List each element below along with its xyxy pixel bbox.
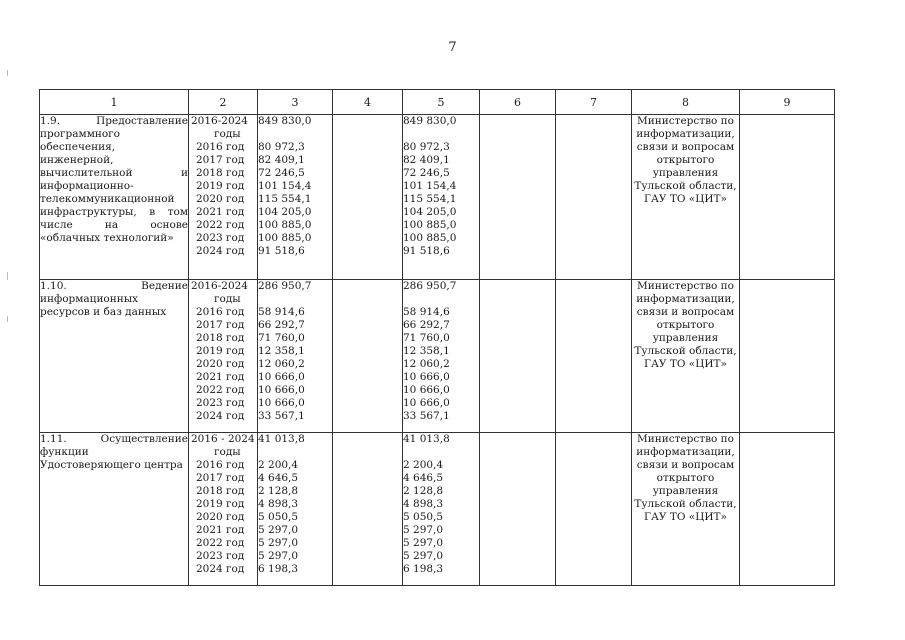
column-6-cell [480, 433, 556, 586]
column-5-total: 286 950,7 [403, 280, 457, 292]
total-amount: 41 013,8 [258, 433, 305, 445]
executor-line: связи и вопросам [636, 306, 735, 318]
measure-name-line: числе на основе [40, 219, 188, 231]
measure-name-cell [40, 115, 189, 280]
year-amount: 4 898,3 [258, 498, 299, 510]
year-label: 2023 год [196, 232, 245, 244]
measure-name-line: «облачных технологий» [40, 232, 174, 244]
executor-line: информатизации, [636, 128, 735, 140]
scan-gutter-mark [7, 272, 8, 280]
column-9-cell [740, 433, 835, 586]
column-5-year-amount: 100 885,0 [403, 219, 457, 231]
executor-line: открытого [656, 154, 715, 166]
period-cell [189, 280, 258, 433]
column-5-year-amount: 115 554,1 [403, 193, 457, 205]
spacer [258, 293, 332, 306]
column-5-year-amount: 6 198,3 [403, 563, 444, 575]
column-5-year-amount: 5 297,0 [403, 524, 444, 536]
spacer [258, 446, 332, 459]
year-amount: 33 567,1 [258, 410, 305, 422]
column-5-total: 849 830,0 [403, 115, 457, 127]
column-7-cell [556, 433, 632, 586]
table-body [40, 115, 835, 586]
year-amount: 12 358,1 [258, 345, 305, 357]
column-number: 3 [258, 90, 333, 115]
column-5-year-amount: 58 914,6 [403, 306, 450, 318]
total-funding-cell [258, 280, 333, 433]
year-label: 2023 год [196, 397, 245, 409]
year-amount: 80 972,3 [258, 141, 305, 153]
year-label: 2020 год [196, 511, 245, 523]
executor-line: Министерство по [637, 280, 734, 292]
column-5-year-amount: 10 666,0 [403, 371, 450, 383]
column-5-year-amount: 12 358,1 [403, 345, 450, 357]
executor-line: связи и вопросам [636, 141, 735, 153]
year-label: 2024 год [196, 410, 245, 422]
executor-line: Тульской области, [634, 498, 737, 510]
table-row [40, 280, 835, 433]
column-5-year-amount: 4 646,5 [403, 472, 444, 484]
column-5-year-amount: 10 666,0 [403, 384, 450, 396]
year-label: 2017 год [196, 154, 245, 166]
column-number: 4 [333, 90, 403, 115]
measure-name-cell [40, 433, 189, 586]
period-range: 2016 - 2024 [191, 433, 255, 445]
measure-name-line: ресурсов и баз данных [40, 306, 167, 318]
total-amount: 286 950,7 [258, 280, 312, 292]
year-amount: 100 885,0 [258, 232, 312, 244]
column-5-year-amount: 12 060,2 [403, 358, 450, 370]
column-6-cell [480, 115, 556, 280]
spacer [403, 128, 479, 141]
total-amount: 849 830,0 [258, 115, 312, 127]
spacer [403, 293, 479, 306]
measure-name-line: телекоммуникационной [40, 193, 175, 205]
measure-name-line: обеспечения, инженерной, [40, 141, 116, 166]
column-9-cell [740, 280, 835, 433]
year-amount: 66 292,7 [258, 319, 305, 331]
program-measures-table [39, 89, 835, 586]
column-5-year-amount: 101 154,4 [403, 180, 457, 192]
executor-line: Тульской области, [634, 180, 737, 192]
year-label: 2022 год [196, 537, 245, 549]
executor-cell [632, 433, 740, 586]
measure-name-line: 1.9. Предоставление [40, 115, 188, 127]
executor-line: ГАУ ТО «ЦИТ» [644, 511, 727, 523]
year-label: 2019 год [196, 180, 245, 192]
executor-cell [632, 280, 740, 433]
column-5-year-amount: 4 898,3 [403, 498, 444, 510]
year-label: 2018 год [196, 485, 245, 497]
measure-name-line: информационно- [40, 180, 134, 192]
year-label: 2016 год [196, 306, 245, 318]
executor-line: управления [652, 485, 719, 497]
spacer [258, 128, 332, 141]
year-label: 2017 год [196, 319, 245, 331]
spacer [403, 446, 479, 459]
executor-line: Министерство по [637, 433, 734, 445]
year-label: 2016 год [196, 141, 245, 153]
measure-name-line: вычислительной и [40, 167, 188, 179]
column-5-funding-cell [403, 433, 480, 586]
year-amount: 5 050,5 [258, 511, 299, 523]
column-number: 1 [40, 90, 189, 115]
year-amount: 2 200,4 [258, 459, 299, 471]
year-label: 2022 год [196, 219, 245, 231]
year-amount: 101 154,4 [258, 180, 312, 192]
column-5-year-amount: 91 518,6 [403, 245, 450, 257]
year-amount: 115 554,1 [258, 193, 312, 205]
column-number: 5 [403, 90, 480, 115]
year-amount: 5 297,0 [258, 550, 299, 562]
measure-name-line: информационных [40, 293, 139, 305]
executor-line: связи и вопросам [636, 459, 735, 471]
executor-line: открытого [656, 472, 715, 484]
column-5-year-amount: 66 292,7 [403, 319, 450, 331]
year-amount: 5 297,0 [258, 537, 299, 549]
year-label: 2019 год [196, 345, 245, 357]
year-label: 2021 год [196, 371, 245, 383]
year-amount: 10 666,0 [258, 384, 305, 396]
period-cell [189, 433, 258, 586]
column-number: 2 [189, 90, 258, 115]
year-label: 2023 год [196, 550, 245, 562]
measure-name [40, 115, 188, 245]
year-label: 2021 год [196, 524, 245, 536]
column-number: 9 [740, 90, 835, 115]
year-label: 2022 год [196, 384, 245, 396]
column-5-year-amount: 5 297,0 [403, 550, 444, 562]
executor-line: Тульской области, [634, 345, 737, 357]
executor-line: открытого [656, 319, 715, 331]
column-5-year-amount: 100 885,0 [403, 232, 457, 244]
period-unit: годы [214, 446, 241, 458]
year-amount: 72 246,5 [258, 167, 305, 179]
year-label: 2019 год [196, 498, 245, 510]
year-label: 2024 год [196, 245, 245, 257]
year-amount: 10 666,0 [258, 371, 305, 383]
year-amount: 5 297,0 [258, 524, 299, 536]
year-amount: 4 646,5 [258, 472, 299, 484]
column-4-cell [333, 433, 403, 586]
year-amount: 100 885,0 [258, 219, 312, 231]
executor-line: ГАУ ТО «ЦИТ» [644, 193, 727, 205]
year-amount: 104 205,0 [258, 206, 312, 218]
measure-name-line: инфраструктуры, в том [40, 206, 188, 218]
column-5-year-amount: 5 297,0 [403, 537, 444, 549]
measure-name-line: 1.10. Ведение [40, 280, 188, 292]
column-number: 7 [556, 90, 632, 115]
column-5-year-amount: 71 760,0 [403, 332, 450, 344]
column-5-year-amount: 72 246,5 [403, 167, 450, 179]
year-label: 2024 год [196, 563, 245, 575]
executor-line: информатизации, [636, 293, 735, 305]
total-funding-cell [258, 433, 333, 586]
year-label: 2020 год [196, 193, 245, 205]
year-label: 2018 год [196, 332, 245, 344]
executor-line: информатизации, [636, 446, 735, 458]
year-label: 2020 год [196, 358, 245, 370]
period-cell [189, 115, 258, 280]
measure-name-line: 1.11. Осуществление [40, 433, 188, 445]
executor-line: управления [652, 167, 719, 179]
measure-name [40, 433, 188, 472]
measure-name-cell [40, 280, 189, 433]
period-unit: годы [214, 128, 241, 140]
year-amount: 71 760,0 [258, 332, 305, 344]
column-7-cell [556, 115, 632, 280]
executor-line: ГАУ ТО «ЦИТ» [644, 358, 727, 370]
year-amount: 10 666,0 [258, 397, 305, 409]
table-row [40, 433, 835, 586]
column-5-year-amount: 104 205,0 [403, 206, 457, 218]
column-5-year-amount: 2 200,4 [403, 459, 444, 471]
year-label: 2016 год [196, 459, 245, 471]
year-label: 2017 год [196, 472, 245, 484]
column-5-year-amount: 80 972,3 [403, 141, 450, 153]
total-funding-cell [258, 115, 333, 280]
year-amount: 58 914,6 [258, 306, 305, 318]
year-amount: 12 060,2 [258, 358, 305, 370]
measure-name [40, 280, 188, 319]
measure-name-line: программного [40, 128, 121, 140]
column-5-year-amount: 2 128,8 [403, 485, 444, 497]
column-5-total: 41 013,8 [403, 433, 450, 445]
year-amount: 2 128,8 [258, 485, 299, 497]
year-label: 2021 год [196, 206, 245, 218]
scan-gutter-mark [7, 70, 8, 76]
period-unit: годы [214, 293, 241, 305]
column-5-year-amount: 10 666,0 [403, 397, 450, 409]
column-5-funding-cell [403, 115, 480, 280]
column-5-year-amount: 82 409,1 [403, 154, 450, 166]
year-label: 2018 год [196, 167, 245, 179]
column-4-cell [333, 280, 403, 433]
scan-gutter-mark [7, 316, 8, 322]
column-5-funding-cell [403, 280, 480, 433]
executor-cell [632, 115, 740, 280]
table-row [40, 115, 835, 280]
year-amount: 6 198,3 [258, 563, 299, 575]
measure-name-line: Удостоверяющего центра [40, 459, 183, 471]
year-amount: 91 518,6 [258, 245, 305, 257]
executor-line: Министерство по [637, 115, 734, 127]
measure-name-line: функции [40, 446, 89, 458]
period-range: 2016-2024 [191, 280, 248, 292]
page-number: 7 [448, 40, 457, 55]
column-number-row [40, 90, 835, 115]
column-5-year-amount: 33 567,1 [403, 410, 450, 422]
column-6-cell [480, 280, 556, 433]
executor-line: управления [652, 332, 719, 344]
column-7-cell [556, 280, 632, 433]
column-9-cell [740, 115, 835, 280]
year-amount: 82 409,1 [258, 154, 305, 166]
period-range: 2016-2024 [191, 115, 248, 127]
column-5-year-amount: 5 050,5 [403, 511, 444, 523]
column-4-cell [333, 115, 403, 280]
column-number: 6 [480, 90, 556, 115]
column-number: 8 [632, 90, 740, 115]
